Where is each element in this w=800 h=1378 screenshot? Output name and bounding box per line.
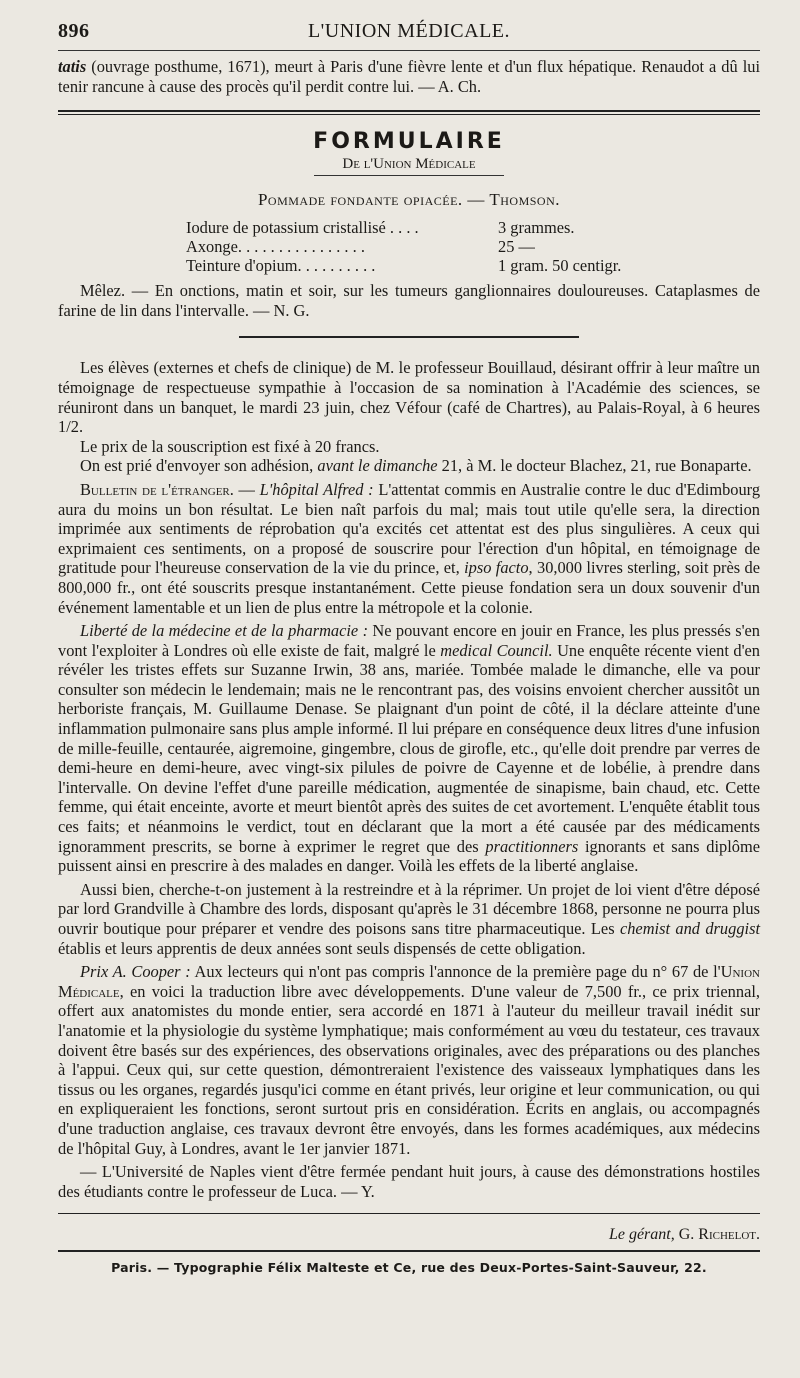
gerant-name: G. Richelot. (674, 1226, 760, 1244)
announcement-text: On est prié d'envoyer son adhésion, (80, 456, 318, 476)
journal-name-smallcaps: Union Médicale (58, 962, 760, 1001)
gerant-signature (58, 1226, 760, 1244)
bulletin-dash: — (233, 479, 260, 499)
bulletin-italic: ipso facto (464, 558, 529, 578)
ingredient-name: Axonge. . . . . . . . . . . . . . . . (186, 237, 365, 257)
bulletin-text: Aussi bien, cherche-t-on justement à la restreindre et à la réprimer. Un projet de loi vient d'être déposé par lord Grandville à Chambre des lords, disposant qu'après le 31 décembre 1868, personne ne pourra plus ouvrir boutique pour préparer et vendre des poisons sans titre pharmaceutique. Les (58, 879, 760, 938)
ingredient-name: Teinture d'opium. . . . . . . . . . (186, 256, 376, 276)
ingredient-quantity: 3 grammes. (498, 218, 575, 238)
announcement-paragraph (58, 456, 760, 476)
imprint-rule (58, 1250, 760, 1252)
formulaire-title: FORMULAIRE (313, 129, 505, 155)
running-header (58, 16, 760, 46)
ingredient-row (186, 237, 760, 256)
ingredient-row (186, 256, 760, 275)
ingredient-row (186, 218, 760, 237)
bulletin-subject: L'hôpital Alfred : (259, 479, 374, 499)
bulletin-text: Une enquête récente vient d'en révéler les tristes effets sur Suzanne Irwin, 38 ans, mariée. Tombée malade le dimanche, elle va pour consulter son médecin le lendemain; mais ne le rencontrant pas, des voisins envoient chercher aussitôt un herboriste français, M. Guillaume Denase. Se plaignant d'un point de côté, il la déclare atteinte d'une inflammation pulmonaire sans plus ample informé. Il lui prépare en conséquence deux litres d'une infusion de mille-feuille, centaurée, aigremoine, gingembre, clous de girofle, etc., qu'elle doit prendre par verres de demi-heure en demi-heure, avec vingt-six pilules de poivre de Cayenne et de lobélie, à prendre dans l'intervalle. On devine l'effet d'une pareille médication, augmentée de sinapisme, bain chaud, etc. Cette femme, qui était enceinte, avorte et meurt bientôt après des suites de cet avortement. L'enquête établit tous ces faits; et néanmoins le verdict, tout en déclarant que la mort a été causée par des médicaments ignoramment prescrits, se borne à exprimer le regret que des (58, 640, 760, 856)
bulletin-etranger (58, 480, 760, 1201)
bulletin-paragraph: — L'Université de Naples vient d'être fermée pendant huit jours, à cause des démonstrations hostiles des étudiants contre le professeur de Luca. — Y. (58, 1162, 760, 1201)
subtitle-rule (314, 175, 504, 176)
recipe-instructions: Mêlez. — En onctions, matin et soir, sur les tumeurs ganglionnaires douloureuses. Cataplasmes de farine de lin dans l'intervalle. — N. G. (58, 281, 760, 320)
continuation-lead: tatis (58, 57, 87, 76)
bulletin-label: Bulletin de l'étranger. (80, 479, 234, 499)
gerant-label: Le gérant, (608, 1226, 675, 1244)
bulletin-italic: medical Council. (440, 640, 553, 660)
bulletin-paragraph (58, 480, 760, 617)
section-divider (58, 110, 760, 115)
formulaire-end-rule (239, 336, 579, 338)
bulletin-paragraph (58, 880, 760, 958)
recipe-title: Pommade fondante opiacée. — Thomson. (257, 190, 561, 210)
bulletin-text: ignorants et sans diplôme puissent ainsi en prescrire à des malades en danger. Voilà les effets de la liberté anglaise. (58, 836, 760, 876)
ingredient-name: Iodure de potassium cristallisé . . . . (186, 218, 419, 238)
subscription-price: Le prix de la souscription est fixé à 20 francs. (80, 436, 380, 456)
continued-article-end (58, 57, 760, 96)
footer-rule (58, 1213, 760, 1214)
announcement-deadline: avant le dimanche (317, 456, 438, 476)
banquet-announcement (58, 358, 760, 476)
bulletin-text: L'attentat commis en Australie contre le duc d'Edimbourg aura du moins un bon résultat. Le bien naît parfois du mal; mais tout utile qu'elle sera, la direction imprimée aux sentiments de réprobation qu'a excités cet attentat est des plus singulières. A ceux qui exprimaient ces sentiments, on a proposé de souscrire pour l'érection d'un hôpital, en témoignage de gratitude pour l'heureuse conservation de la vie du prince, et, (58, 479, 761, 578)
bulletin-text: Aux lecteurs qui n'ont pas compris l'annonce de la première page du n° 67 de l' (190, 962, 721, 982)
ingredient-list (186, 218, 760, 275)
ingredient-quantity: 25 — (498, 237, 535, 257)
announcement-paragraph: Les élèves (externes et chefs de clinique) de M. le professeur Bouillaud, désirant offrir à leur maître un témoignage de respectueuse sympathie à l'occasion de sa nomination à l'Académie des sciences, se réuniront dans un banquet, le mardi 23 juin, chez Véfour (café de Chartres), au Palais-Royal, à 6 heures 1/2. (58, 358, 760, 437)
printer-imprint: Paris. — Typographie Félix Malteste et Ce, rue des Deux-Portes-Saint-Sauveur, 22. (111, 1260, 707, 1276)
bulletin-paragraph (58, 621, 760, 876)
bulletin-text: , en voici la traduction libre avec développements. D'une valeur de 7,500 fr., ce prix triennal, offert aux anatomistes du monde entier, sera accordé en 1871 à l'auteur du meilleur travail inédit sur l'anatomie et la physiologie du système lymphatique; mais conformément au vœu du testateur, ces travaux doivent être basés sur des expériences, des observations originales, avec des préparations ou des planches à l'appui. Ceux qui, sur cette question, démontreraient l'existence des vaisseaux lymphatiques dans les tissus ou les organes, regardés jusqu'ici comme en étant privés, leur origine et leur communication, ou qui en expliqueraient les fonctions, seront surtout pris en considération. Écrits en anglais, ou accompagnés d'une traduction anglaise, ces travaux devront être envoyés, dans les formes académiques, aux médecins de l'hôpital Guy, à Londres, avant le 1er janvier 1871. (58, 981, 760, 1158)
bulletin-subject: Prix A. Cooper : (80, 962, 191, 982)
bulletin-text: établis et leurs apprentis de deux années sont seuls dispensés de cette obligation. (58, 938, 586, 958)
continuation-text: (ouvrage posthume, 1671), meurt à Paris d'une fièvre lente et d'un flux hépatique. Renaudot a dû lui tenir rancune à cause des procès qu'il perdit contre lui. — A. Ch. (58, 57, 760, 96)
formulaire-subtitle: De l'Union Médicale (342, 156, 476, 173)
journal-title: L'UNION MÉDICALE. (307, 20, 511, 42)
bulletin-italic: chemist and druggist (619, 919, 761, 938)
bulletin-subject: Liberté de la médecine et de la pharmacie : (80, 621, 369, 641)
announcement-text: 21, à M. le docteur Blachez, 21, rue Bonaparte. (437, 456, 752, 476)
ingredient-quantity: 1 gram. 50 centigr. (498, 256, 622, 276)
bulletin-italic: practitionners (485, 836, 579, 856)
bulletin-paragraph (58, 962, 760, 1158)
bulletin-text: , 30,000 livres sterling, soit près de 800,000 fr., ont été souscrits presque instantanément. Cette pieuse fondation sera un doux souvenir d'un événement lamentable et un lien de plus entre la métropole et la colonie. (58, 558, 761, 617)
bulletin-text: Ne pouvant encore en jouir en France, les plus pressés s'en vont l'exploiter à Londres où elle existe de fait, malgré le (58, 621, 760, 660)
page-number: 896 (58, 20, 90, 42)
header-rule (58, 50, 760, 51)
